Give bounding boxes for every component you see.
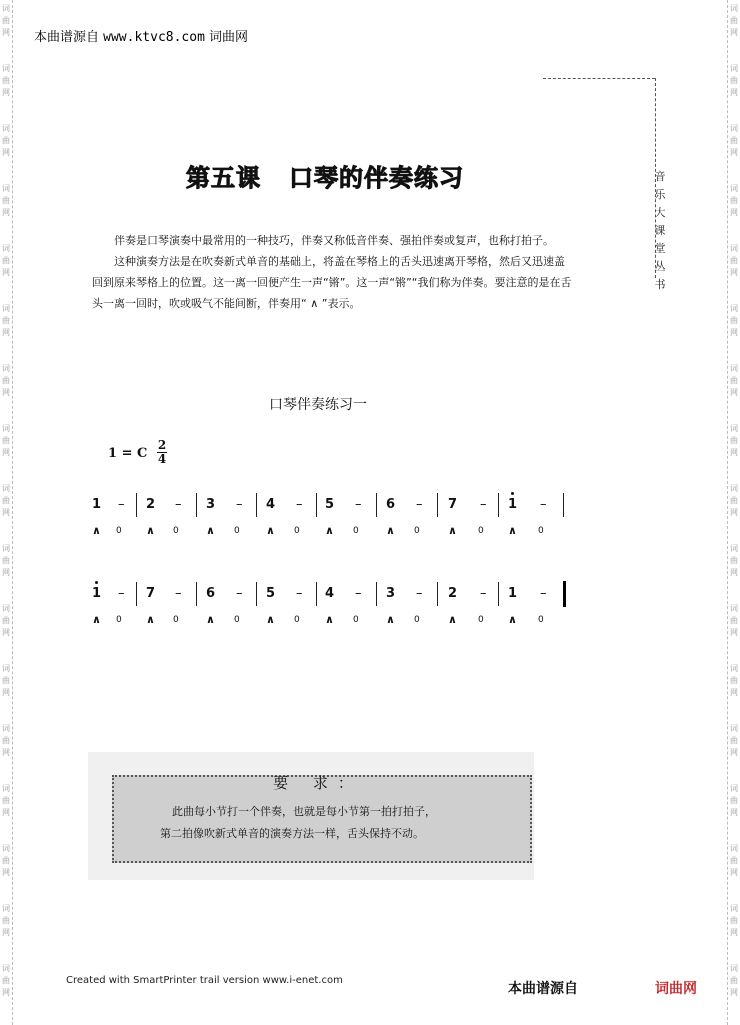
side-watermark-char: 曲	[2, 436, 10, 445]
side-watermark-char: 网	[2, 388, 10, 397]
side-watermark-char: 曲	[730, 976, 738, 985]
bar-line	[196, 493, 197, 517]
high-octave-dot	[511, 492, 514, 495]
bar-line	[316, 582, 317, 606]
side-watermark-char: 曲	[2, 76, 10, 85]
side-watermark-char: 曲	[2, 16, 10, 25]
lesson-name: 口琴的伴奏练习	[289, 164, 464, 192]
score-dash: –	[236, 586, 243, 601]
side-watermark-char: 曲	[2, 856, 10, 865]
side-watermark-char: 词	[2, 304, 10, 313]
bar-line	[437, 582, 438, 606]
side-watermark-char: 词	[2, 64, 10, 73]
score-note: 1	[508, 497, 518, 512]
side-watermark-char: 网	[730, 88, 738, 97]
bar-line	[136, 582, 137, 606]
side-watermark-char: 网	[2, 928, 10, 937]
side-watermark-char: 曲	[730, 136, 738, 145]
side-watermark-char: 词	[730, 544, 738, 553]
score-dash: –	[540, 586, 547, 601]
side-watermark-char: 曲	[730, 616, 738, 625]
score-note: 6	[206, 586, 216, 601]
high-octave-dot	[95, 581, 98, 584]
bar-line	[256, 493, 257, 517]
bar-line	[256, 582, 257, 606]
header-site-name: 本曲谱源自	[34, 30, 100, 45]
side-watermark-char: 网	[2, 88, 10, 97]
accompaniment-mark: ∧	[448, 524, 457, 537]
side-watermark-char: 网	[730, 688, 738, 697]
side-watermark-char: 曲	[730, 316, 738, 325]
side-watermark-char: 词	[2, 184, 10, 193]
score-note: 3	[206, 497, 216, 512]
paragraph-2: 这种演奏方法是在吹奏新式单音的基础上，将盖在琴格上的舌头迅速离开琴格，然后又迅速盖回到原来琴格上的位置。这一离一回便产生一声“锵”。这一声“锵”“我们称为伴奏。要注意的是在舌头一离一回时，吹或吸气不能间断，伴奏用“ ∧ ”表示。	[92, 255, 572, 310]
series-divider	[543, 78, 655, 79]
bar-line	[376, 493, 377, 517]
score-dash: –	[118, 497, 125, 512]
score-dash: –	[296, 586, 303, 601]
score-dash: –	[416, 497, 423, 512]
side-watermark-char: 网	[2, 208, 10, 217]
score-dash: –	[118, 586, 125, 601]
rest-mark: 0	[173, 615, 179, 625]
side-watermark-char: 网	[730, 28, 738, 37]
score-note: 2	[146, 497, 156, 512]
rest-mark: 0	[538, 615, 544, 625]
side-watermark-char: 词	[730, 844, 738, 853]
side-watermark-char: 网	[730, 508, 738, 517]
side-watermark-char: 网	[2, 268, 10, 277]
score-dash: –	[480, 497, 487, 512]
side-watermark-char: 曲	[2, 916, 10, 925]
side-watermark-char: 曲	[730, 556, 738, 565]
side-watermark-char: 网	[2, 868, 10, 877]
footer-site[interactable]: 词曲网	[655, 981, 697, 997]
side-watermark-char: 词	[2, 244, 10, 253]
accompaniment-mark: ∧	[448, 613, 457, 626]
bar-line	[196, 582, 197, 606]
side-watermark-char: 词	[730, 184, 738, 193]
rest-mark: 0	[234, 526, 240, 536]
header-url[interactable]: www.ktvc8.com	[103, 30, 205, 45]
exercise-title: 口琴伴奏练习一	[269, 397, 367, 413]
side-watermark-char: 网	[2, 448, 10, 457]
side-watermark-char: 网	[2, 748, 10, 757]
side-watermark-char: 网	[2, 808, 10, 817]
side-watermark-char: 词	[730, 364, 738, 373]
accompaniment-mark: ∧	[266, 524, 275, 537]
accompaniment-mark: ∧	[386, 613, 395, 626]
rest-mark: 0	[173, 526, 179, 536]
side-watermark-char: 词	[730, 964, 738, 973]
series-title: 音乐大课堂丛书	[654, 170, 666, 291]
side-watermark-char: 网	[730, 568, 738, 577]
accompaniment-mark: ∧	[508, 613, 517, 626]
side-watermark-char: 网	[730, 868, 738, 877]
rest-mark: 0	[478, 615, 484, 625]
side-watermark-char: 曲	[2, 676, 10, 685]
side-watermark-char: 曲	[2, 736, 10, 745]
side-watermark-char: 词	[2, 484, 10, 493]
side-watermark-char: 词	[2, 724, 10, 733]
bar-line	[498, 493, 499, 517]
side-watermark-char: 词	[2, 904, 10, 913]
side-watermark-char: 曲	[2, 256, 10, 265]
rest-mark: 0	[353, 615, 359, 625]
key-signature: 1 = C	[108, 446, 148, 461]
header-site-name-2: 词曲网	[209, 30, 249, 45]
score-line-2	[0, 586, 740, 646]
side-watermark-char: 词	[2, 424, 10, 433]
accompaniment-mark: ∧	[146, 524, 155, 537]
side-watermark-char: 词	[2, 664, 10, 673]
side-watermark-char: 词	[730, 244, 738, 253]
side-watermark-char: 词	[730, 904, 738, 913]
bar-line	[498, 582, 499, 606]
side-watermark-char: 词	[2, 364, 10, 373]
score-dash: –	[480, 586, 487, 601]
score-dash: –	[236, 497, 243, 512]
rest-mark: 0	[353, 526, 359, 536]
score-line-1	[0, 497, 740, 557]
score-note: 2	[448, 586, 458, 601]
bar-line	[136, 493, 137, 517]
accompaniment-mark: ∧	[325, 524, 334, 537]
side-watermark-char: 网	[730, 448, 738, 457]
accompaniment-mark: ∧	[92, 613, 101, 626]
side-watermark-char: 网	[730, 808, 738, 817]
score-note: 7	[448, 497, 458, 512]
rest-mark: 0	[116, 526, 122, 536]
side-watermark-char: 词	[2, 844, 10, 853]
side-watermark-char: 词	[730, 604, 738, 613]
side-watermark-char: 曲	[730, 256, 738, 265]
accompaniment-mark: ∧	[206, 524, 215, 537]
rest-mark: 0	[414, 615, 420, 625]
time-signature-bottom: 4	[157, 452, 167, 466]
accompaniment-mark: ∧	[92, 524, 101, 537]
side-watermark-char: 词	[730, 724, 738, 733]
side-watermark-char: 词	[2, 604, 10, 613]
rest-mark: 0	[414, 526, 420, 536]
header-watermark	[34, 26, 248, 45]
side-watermark-char: 词	[730, 784, 738, 793]
side-watermark-char: 网	[2, 328, 10, 337]
score-note: 1	[508, 586, 518, 601]
side-watermark-char: 曲	[730, 496, 738, 505]
footer-source: 本曲谱源自	[508, 981, 578, 997]
side-watermark-char: 网	[2, 508, 10, 517]
accompaniment-mark: ∧	[146, 613, 155, 626]
side-watermark-char: 曲	[730, 376, 738, 385]
side-watermark-char: 曲	[730, 796, 738, 805]
side-watermark-char: 网	[730, 148, 738, 157]
side-watermark-char: 曲	[2, 616, 10, 625]
side-watermark-char: 网	[730, 208, 738, 217]
bar-line	[316, 493, 317, 517]
side-watermark-char: 网	[730, 748, 738, 757]
accompaniment-mark: ∧	[386, 524, 395, 537]
side-watermark-char: 曲	[730, 736, 738, 745]
side-watermark-char: 网	[730, 268, 738, 277]
side-watermark-char: 词	[2, 964, 10, 973]
side-watermark-char: 网	[730, 988, 738, 997]
time-signature	[157, 439, 167, 466]
side-watermark-char: 网	[730, 388, 738, 397]
score-dash: –	[175, 586, 182, 601]
side-watermark-char: 曲	[730, 436, 738, 445]
accompaniment-mark: ∧	[206, 613, 215, 626]
score-note: 1	[92, 586, 102, 601]
side-watermark-char: 网	[730, 628, 738, 637]
side-watermark-char: 词	[730, 124, 738, 133]
requirement-line-2: 第二拍像吹新式单音的演奏方法一样，舌头保持不动。	[160, 827, 424, 840]
final-bar-line	[563, 581, 566, 607]
side-watermark-char: 曲	[2, 556, 10, 565]
side-watermark-char: 曲	[730, 76, 738, 85]
side-watermark-char: 词	[730, 484, 738, 493]
side-watermark-char: 曲	[2, 136, 10, 145]
bar-line	[376, 582, 377, 606]
score-note: 5	[266, 586, 276, 601]
side-watermark-char: 网	[2, 628, 10, 637]
side-watermark-char: 词	[730, 664, 738, 673]
score-note: 3	[386, 586, 396, 601]
side-watermark-char: 曲	[2, 976, 10, 985]
score-dash: –	[175, 497, 182, 512]
side-watermark-char: 曲	[2, 796, 10, 805]
side-watermark-char: 曲	[730, 856, 738, 865]
side-watermark-char: 词	[730, 304, 738, 313]
score-dash: –	[416, 586, 423, 601]
score-note: 6	[386, 497, 396, 512]
side-watermark-char: 词	[2, 124, 10, 133]
rest-mark: 0	[478, 526, 484, 536]
side-watermark-char: 网	[730, 928, 738, 937]
lesson-number: 第五课	[186, 164, 261, 192]
score-note: 4	[325, 586, 335, 601]
rest-mark: 0	[116, 615, 122, 625]
requirement-line-1: 此曲每小节打一个伴奏，也就是每小节第一拍打拍子，	[172, 805, 436, 818]
side-watermark-char: 曲	[730, 916, 738, 925]
accompaniment-mark: ∧	[325, 613, 334, 626]
score-dash: –	[355, 497, 362, 512]
side-watermark-char: 曲	[2, 316, 10, 325]
side-watermark-char: 网	[2, 568, 10, 577]
score-note: 5	[325, 497, 335, 512]
side-watermark-char: 网	[2, 688, 10, 697]
score-note: 1	[92, 497, 102, 512]
side-watermark-char: 曲	[2, 496, 10, 505]
score-note: 7	[146, 586, 156, 601]
side-watermark-char: 曲	[2, 376, 10, 385]
side-watermark-char: 网	[2, 28, 10, 37]
accompaniment-mark: ∧	[508, 524, 517, 537]
footer-created-note: Created with SmartPrinter trail version www.i-enet.com	[66, 975, 343, 986]
score-note: 4	[266, 497, 276, 512]
side-watermark-char: 词	[2, 544, 10, 553]
requirement-title: 要 求：	[273, 774, 363, 792]
side-watermark-char: 网	[730, 328, 738, 337]
side-watermark-char: 网	[2, 148, 10, 157]
time-signature-top: 2	[157, 438, 167, 452]
score-dash: –	[540, 497, 547, 512]
side-watermark-char: 词	[2, 4, 10, 13]
lesson-text	[92, 230, 572, 314]
score-dash: –	[355, 586, 362, 601]
side-watermark-char: 词	[730, 64, 738, 73]
side-watermark-char: 词	[2, 784, 10, 793]
side-watermark-char: 曲	[730, 16, 738, 25]
score-dash: –	[296, 497, 303, 512]
side-watermark-char: 词	[730, 4, 738, 13]
rest-mark: 0	[294, 526, 300, 536]
side-watermark-char: 曲	[2, 196, 10, 205]
side-watermark-char: 网	[2, 988, 10, 997]
side-watermark-char: 曲	[730, 676, 738, 685]
bar-line	[563, 493, 564, 517]
rest-mark: 0	[234, 615, 240, 625]
side-watermark-char: 词	[730, 424, 738, 433]
bar-line	[437, 493, 438, 517]
rest-mark: 0	[294, 615, 300, 625]
page-title	[186, 158, 464, 193]
side-watermark-char: 曲	[730, 196, 738, 205]
rest-mark: 0	[538, 526, 544, 536]
accompaniment-mark: ∧	[266, 613, 275, 626]
paragraph-1: 伴奏是口琴演奏中最常用的一种技巧，伴奏又称低音伴奏、强拍伴奏或复声，也称打拍子。	[114, 234, 554, 247]
